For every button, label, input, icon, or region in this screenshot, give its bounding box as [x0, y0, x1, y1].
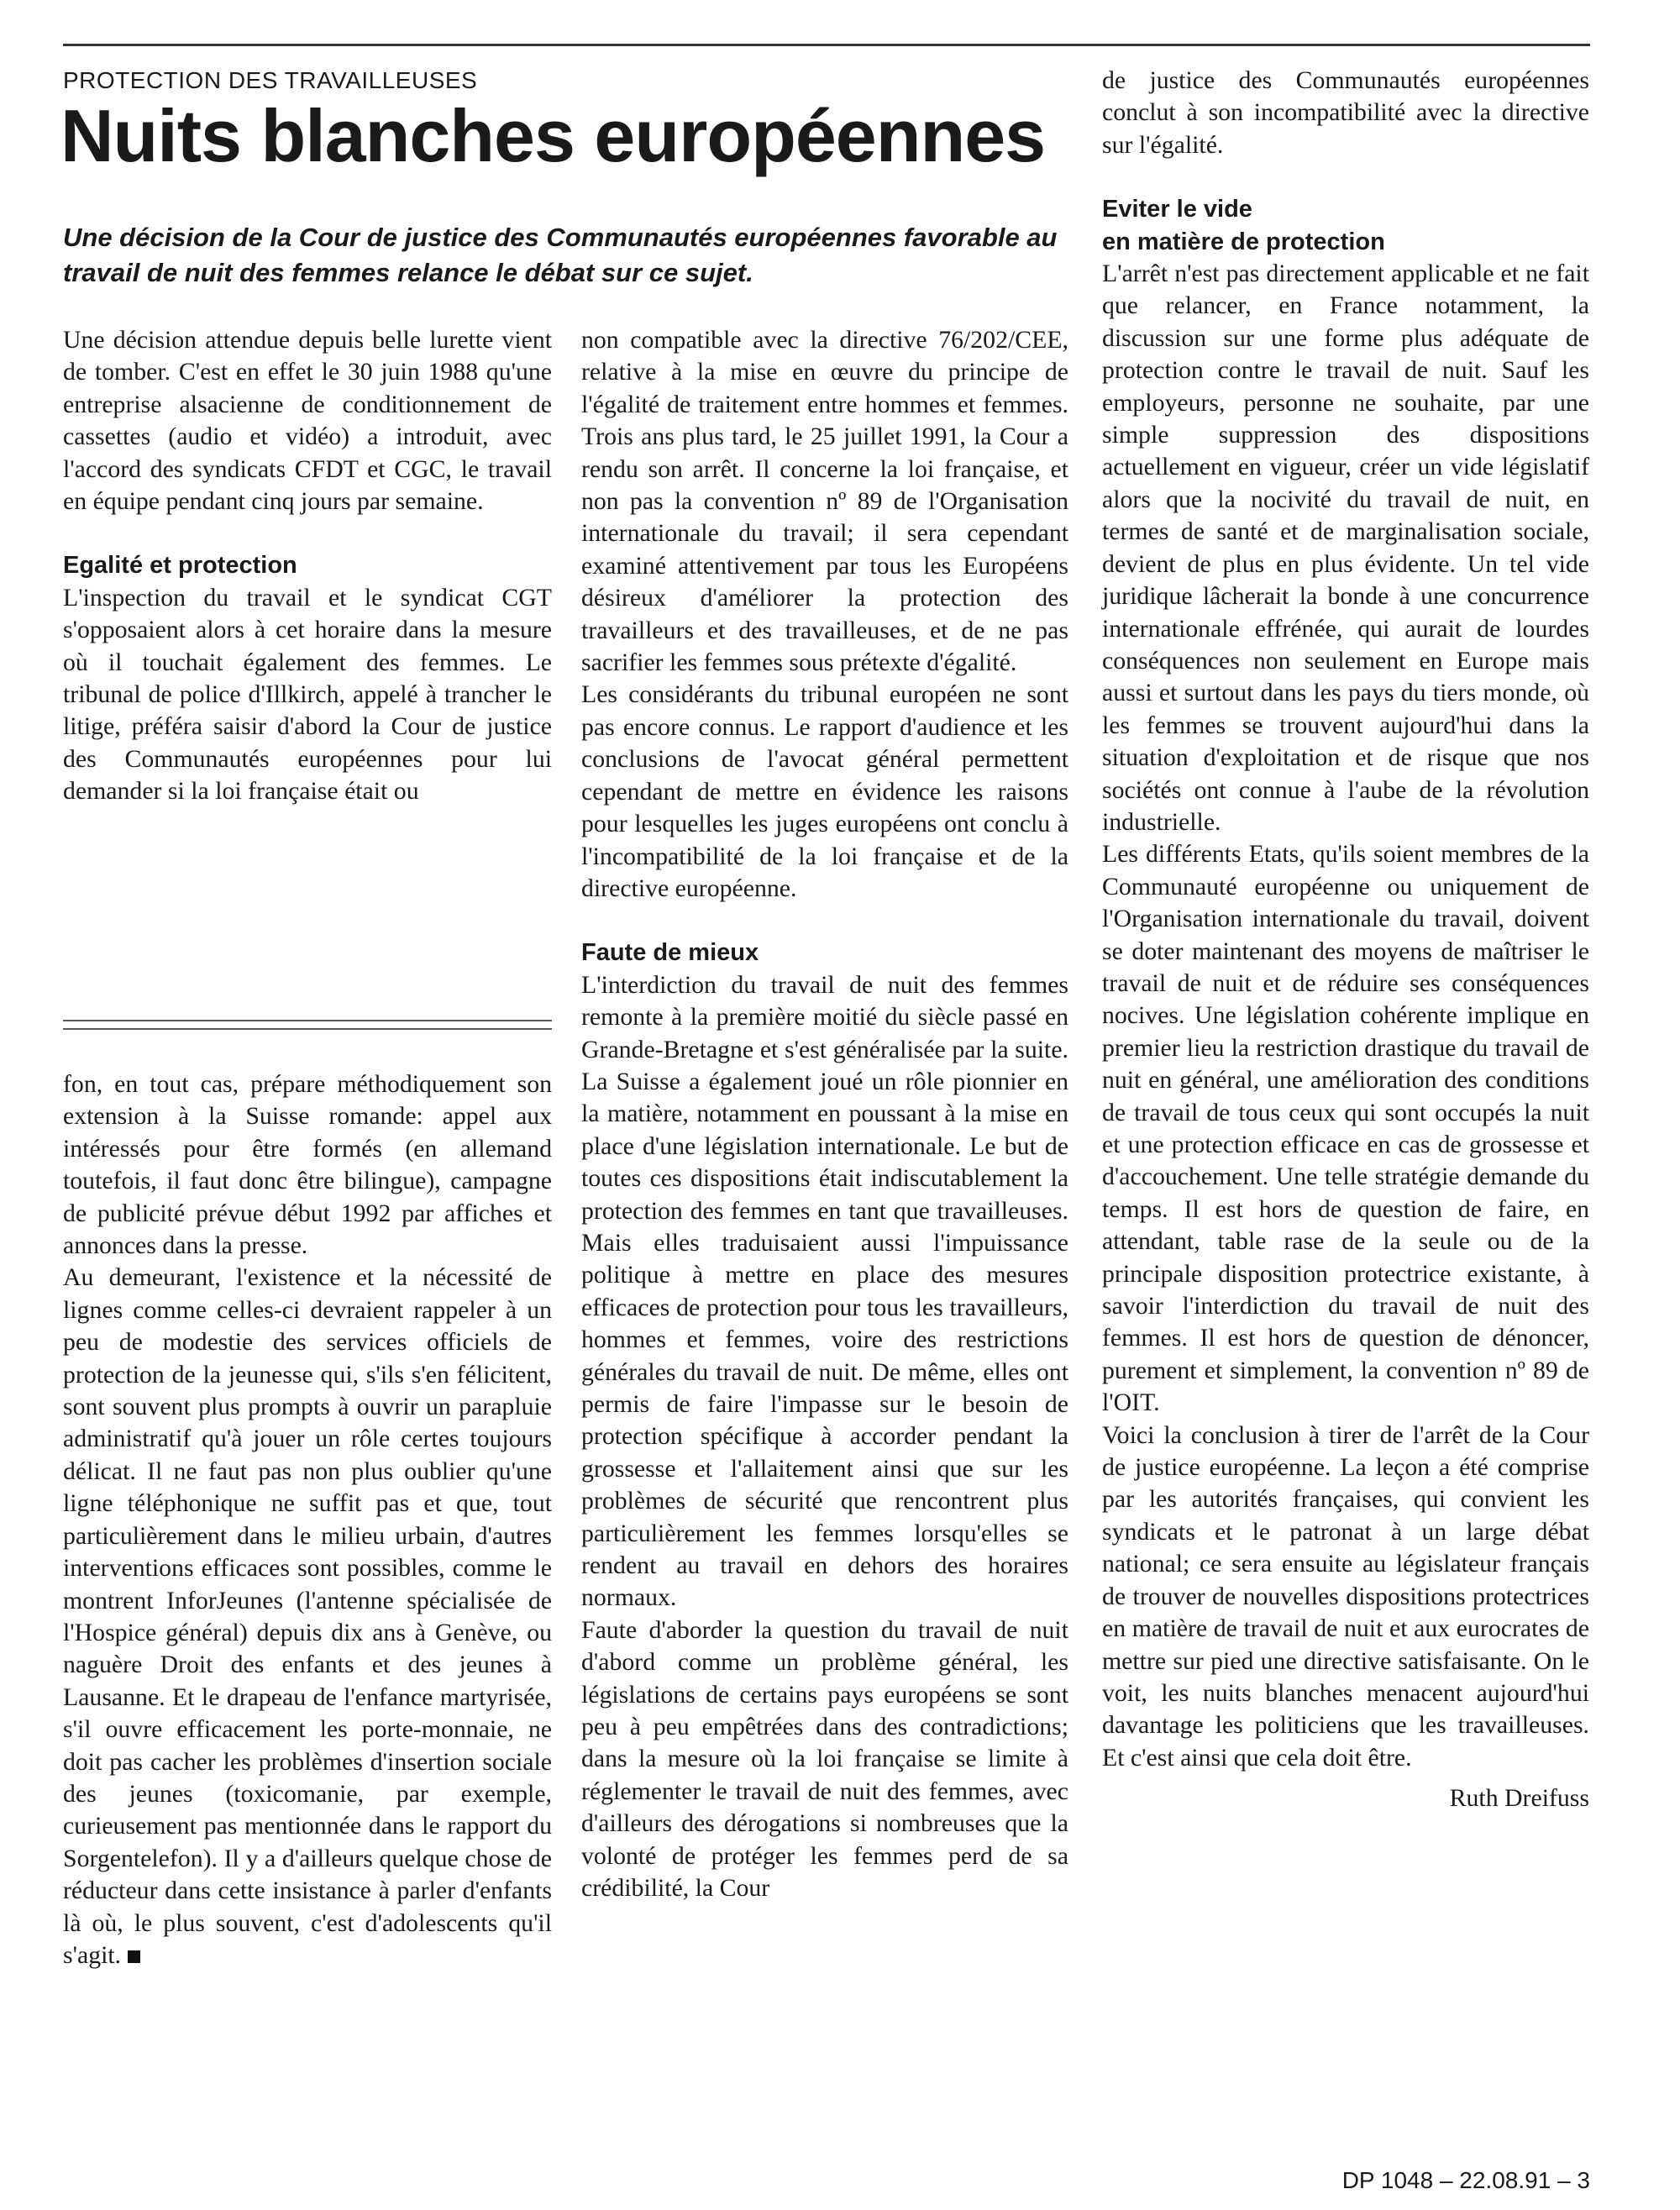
subheading: Faute de mieux: [581, 939, 759, 967]
paragraph: de justice des Communautés européennes conclut à son incompatibilité avec la directive sur l'égalité.: [1102, 66, 1589, 159]
paragraph: fon, en tout cas, prépare méthodiquement son extension à la Suisse romande: appel aux intéressés pour être formés (en allemand toutefois, il faut donc être bilingue), campagne de publicité prévue début 1992 par affiches et annonces dans la presse.: [63, 1070, 552, 1260]
paragraph: Faute d'aborder la question du travail de nuit d'abord comme un problème général, les législations de certains pays européens se sont peu à peu empêtrées dans des contradictions; dans la mesure où la loi française se limite à réglementer le travail de nuit des femmes, avec d'ailleurs des dérogations si nombreuses que la volonté de protéger les femmes perd de sa crédibilité, la Cour: [581, 1615, 1068, 1903]
subheading-line-1: Eviter le vide: [1102, 196, 1252, 223]
column-3: [1102, 65, 1589, 1815]
paragraph: L'interdiction du travail de nuit des femmes remonte à la première moitié du siècle passé en Grande-Bretagne et s'est généralisée par la suite. La Suisse a également joué un rôle pionnier en la matière, notamment en poussant à la mise en place d'une législation internationale. Le but de toutes ces dispositions était indiscutablement la protection des femmes en tant que travailleuses. Mais elles traduisaient aussi l'impuissance politique à mettre en place des mesures efficaces de protection pour tous les travailleurs, hommes et femmes, voire des restrictions générales du travail de nuit. De même, elles ont permis de faire l'impasse sur le besoin de protection spécifique à accorder pendant la grossesse et l'allaitement ainsi que sur les problèmes de sécurité que rencontrent plus particulièrement les femmes lorsqu'elles se rendent au travail en dehors des horaires normaux.: [581, 970, 1068, 1612]
column-1-bottom: [63, 1068, 552, 1971]
page-footer: DP 1048 – 22.08.91 – 3: [1341, 2167, 1590, 2193]
paragraph: Les considérants du tribunal européen ne sont pas encore connus. Le rapport d'audience et les conclusions de l'avocat général permettent cependant de mettre en évidence les raisons pour lesquelles les juges européens ont conclu à l'incompatibilité de la loi française et de la directive européenne.: [581, 680, 1068, 902]
column-1-top: [63, 324, 552, 808]
author-signature: Ruth Dreifuss: [1449, 1784, 1589, 1813]
paragraph: Une décision attendue depuis belle lurette vient de tomber. C'est en effet le 30 juin 1988 qu'une entreprise alsacienne de conditionnement de cassettes (audio et vidéo) a introduit, avec l'accord des syndicats CFDT et CGC, le travail en équipe pendant cinq jours par semaine.: [63, 326, 552, 516]
column-divider-double-rule: [63, 1020, 552, 1030]
top-rule: [63, 44, 1590, 46]
paragraph: Voici la conclusion à tirer de l'arrêt de la Cour de justice européenne. La leçon a été comprise par les autorités françaises, qui convient les syndicats et le patronat à un large débat national; ce sera ensuite au législateur français de trouver de nouvelles dispositions protectrices en matière de travail de nuit et aux eurocrates de mettre sur pied une directive satisfaisante. On le voit, les nuits blanches menacent aujourd'hui davantage les politiciens que les travailleuses. Et c'est ainsi que cela doit être.: [1102, 1420, 1589, 1772]
column-2: [581, 324, 1068, 1905]
article-headline: Nuits blanches européennes: [60, 94, 1046, 177]
paragraph-end: Au demeurant, l'existence et la nécessité de lignes comme celles-ci devraient rappeler à un peu de modestie des services officiels de protection de la jeunesse qui, s'ils s'en félicitent, sont souvent plus prompts à ouvrir un parapluie administratif qu'à jouer un rôle certes toujours délicat. Il ne faut pas non plus oublier qu'une ligne téléphonique ne suffit pas et que, tout particulièrement dans le milieu urbain, d'autres interventions efficaces sont possibles, comme le montrent InforJeunes (l'antenne spécialisée de l'Hospice général) depuis dix ans à Genève, ou naguère Droit des enfants et des jeunes à Lausanne. Et le drapeau de l'enfance martyrisée, s'il ouvre efficacement les porte-monnaie, ne doit pas cacher les problèmes d'insertion sociale des jeunes (toxicomanie, par exemple, curieusement pas mentionnée dans le rapport du Sorgentelefon). Il y a d'ailleurs quelque chose de réducteur dans cette insistance à parler d'enfants là où, le plus souvent, c'est d'adolescents qu'il s'agit.: [63, 1263, 552, 1969]
section-kicker: PROTECTION DES TRAVAILLEUSES: [63, 67, 478, 93]
article-lede: Une décision de la Cour de justice des Communautés européennes favorable au travail de nuit des femmes relance le débat sur ce sujet.: [63, 223, 1058, 287]
subheading-line-2: en matière de protection: [1102, 228, 1385, 255]
end-mark-square-icon: [128, 1950, 140, 1963]
paragraph: Les différents Etats, qu'ils soient membres de la Communauté européenne ou uniquement de l'Organisation internationale du travail, doivent se doter maintenant des moyens de maîtriser le travail de nuit et de réduire ses conséquences nocives. Une législation cohérente implique en premier lieu la restriction drastique du travail de nuit en général, une amélioration des conditions de travail de tous ceux qui sont occupés la nuit et une protection efficace en cas de grossesse et d'accouchement. Une telle stratégie demande du temps. Il est hors de question de faire, en attendant, table rase de la seule ou de la principale disposition protectrice existante, à savoir l'interdiction du travail de nuit des femmes. Il est hors de question de dénoncer, purement et simplement, la convention nº 89 de l'OIT.: [1102, 840, 1589, 1417]
paragraph: L'arrêt n'est pas directement applicable et ne fait que relancer, en France notamment, la discussion sur une forme plus adéquate de protection contre le travail de nuit. Sauf les employeurs, personne ne souhaite, par une simple suppression des dispositions actuellement en vigueur, créer un vide législatif alors que la nocivité du travail de nuit, en termes de santé et de marginalisation sociale, devient de plus en plus évidente. Un tel vide juridique lâcherait la bonde à une concurrence internationale effrénée, qui aurait de lourdes conséquences non seulement en Europe mais aussi et surtout dans les pays du tiers monde, où les femmes se trouvent aujourd'hui dans la situation d'exploitation et de risque que nos sociétés ont connue à l'aube de la révolution industrielle.: [1102, 260, 1589, 836]
subheading: Egalité et protection: [63, 552, 297, 580]
paragraph: L'inspection du travail et le syndicat CGT s'opposaient alors à cet horaire dans la mesure où il touchait également des femmes. Le tribunal de police d'Illkirch, appelé à trancher le litige, préféra saisir d'abord la Cour de justice des Communautés européennes pour lui demander si la loi française était ou: [63, 583, 552, 806]
paragraph: non compatible avec la directive 76/202/CEE, relative à la mise en œuvre du principe de l'égalité de traitement entre hommes et femmes. Trois ans plus tard, le 25 juillet 1991, la Cour a rendu son arrêt. Il concerne la loi française, et non pas la convention nº 89 de l'Organisation internationale du travail; il sera cependant examiné attentivement par tous les Européens désireux d'améliorer la protection des travailleurs et des travailleuses, et de ne pas sacrifier les femmes sous prétexte d'égalité.: [581, 326, 1068, 677]
